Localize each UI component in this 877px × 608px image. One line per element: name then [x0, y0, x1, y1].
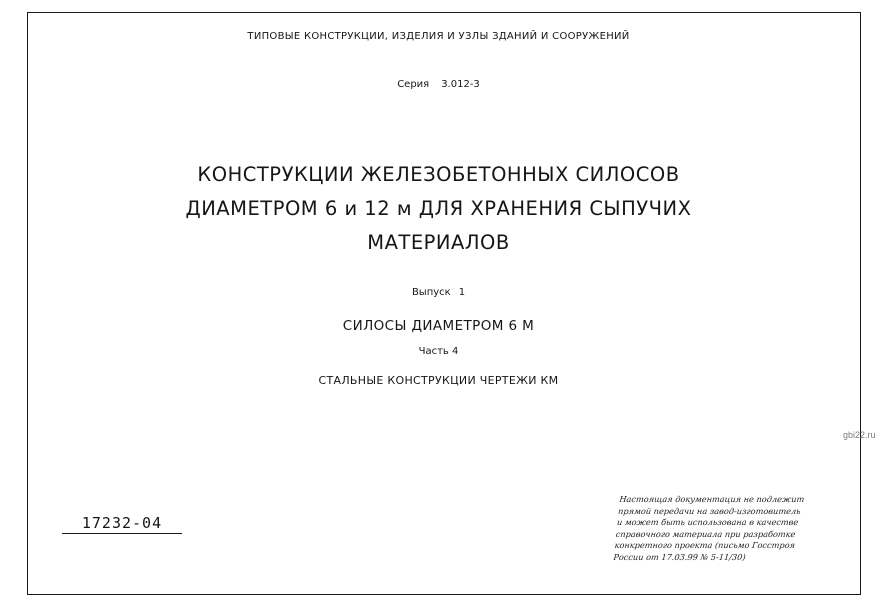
- title-line-1: КОНСТРУКЦИИ ЖЕЛЕЗОБЕТОННЫХ СИЛОСОВ: [197, 163, 680, 186]
- issue-label: Выпуск: [411, 287, 451, 298]
- series-label: Серия: [397, 79, 430, 90]
- header-text: ТИПОВЫЕ КОНСТРУКЦИИ, ИЗДЕЛИЯ И УЗЛЫ ЗДАНИЙ И СООРУЖЕНИЙ: [247, 31, 630, 42]
- series-line: [0, 79, 877, 90]
- note-line: конкретного проекта (письмо Госстроя: [614, 540, 796, 550]
- note-line: России от 17.03.99 № 5-11/30): [612, 551, 747, 562]
- title-line-3: МАТЕРИАЛОВ: [367, 231, 510, 254]
- issue-line: [0, 287, 877, 298]
- series-number: 3.012-3: [441, 79, 480, 90]
- note-line: справочного материала при разработке: [615, 528, 797, 539]
- part-label: Часть 4: [418, 346, 459, 357]
- title-line-2: ДИАМЕТРОМ 6 и 12 м ДЛЯ ХРАНЕНИЯ СЫПУЧИХ: [185, 197, 692, 220]
- note-line: прямой передачи на завод-изготовитель: [617, 505, 802, 516]
- note-line: Настоящая документация не подлежит: [618, 494, 805, 504]
- note-line: и может быть использована в качестве: [616, 517, 799, 527]
- watermark: gbi22.ru: [843, 430, 876, 440]
- inventory-number: 17232-04: [62, 514, 182, 534]
- section-title: СТАЛЬНЫЕ КОНСТРУКЦИИ ЧЕРТЕЖИ КМ: [318, 374, 559, 387]
- handwritten-note: [613, 494, 825, 563]
- subtitle: СИЛОСЫ ДИАМЕТРОМ 6 М: [342, 318, 535, 334]
- issue-number: 1: [458, 287, 466, 298]
- document-title: [0, 158, 877, 260]
